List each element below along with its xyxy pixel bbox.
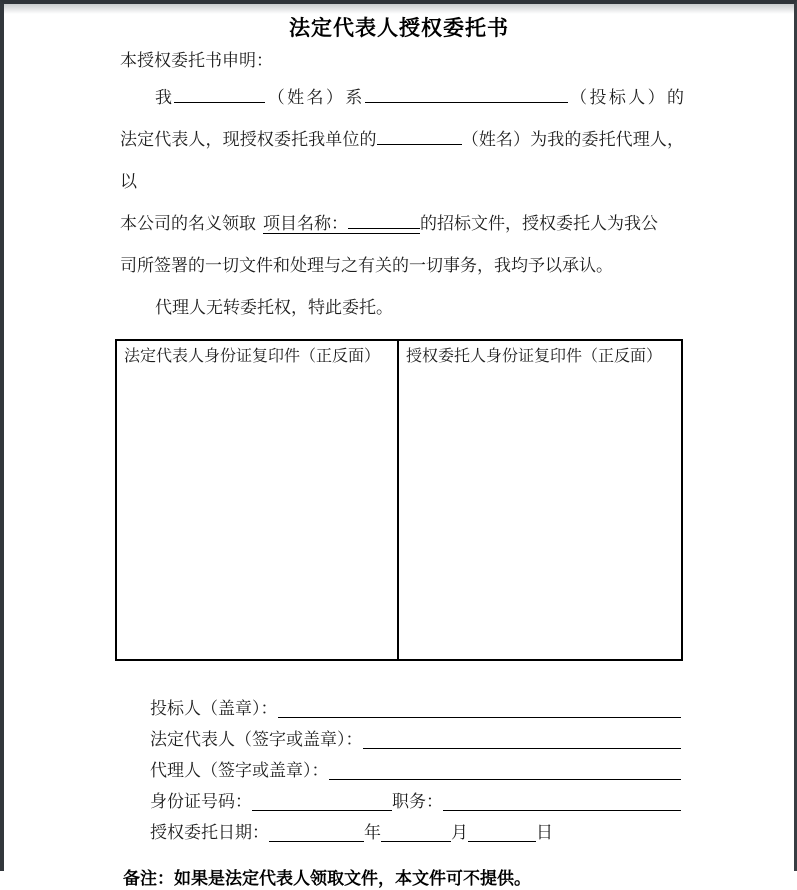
signature-row-legal-rep [150, 720, 681, 751]
body-text: 本公司的名义领取 [120, 214, 256, 233]
blank-legal-rep-name [174, 87, 265, 103]
signature-row-id-duty [150, 782, 681, 813]
body-text: 项目名称： [263, 214, 348, 233]
blank-agent-signature [329, 761, 682, 780]
body-paragraph [120, 77, 684, 329]
body-text: 代理人无转委托权，特此委托。 [155, 298, 393, 317]
body-line-5 [120, 287, 684, 329]
body-text: 的招标文件，授权委托人为我公 [420, 214, 658, 233]
legal-rep-sign-label: 法定代表人（签字或盖章）： [150, 730, 363, 749]
blank-legal-rep-signature [363, 730, 682, 749]
body-line-2 [120, 119, 684, 203]
footer-note: 备注：如果是法定代表人领取文件，本文件可不提供。 [123, 869, 531, 888]
body-text: 司所签署的一切文件和处理与之有关的一切事务，我均予以承认。 [120, 256, 613, 275]
bidder-seal-label: 投标人（盖章）： [150, 699, 278, 718]
id-copy-cell-legal-rep [117, 341, 399, 659]
month-label: 月 [451, 823, 468, 842]
blank-agent-name [377, 129, 462, 145]
blank-bidder-name [365, 87, 568, 103]
body-text: （姓名）系 [265, 88, 365, 107]
blank-bidder-seal [278, 699, 682, 718]
blank-duty [443, 792, 681, 811]
intro-line: 本授权委托书申明： [120, 51, 273, 70]
blank-year [269, 823, 364, 842]
agent-sign-label: 代理人（签字或盖章）： [150, 761, 329, 780]
blank-id-number [252, 792, 392, 811]
id-copy-cell-agent [399, 341, 681, 659]
id-copy-cell-label: 授权委托人身份证复印件（正反面） [406, 348, 663, 365]
signature-row-agent [150, 751, 681, 782]
project-name-field [263, 214, 420, 234]
year-label: 年 [364, 823, 381, 842]
body-text: 法定代表人，现授权委托我单位的 [120, 130, 377, 149]
body-line-1 [120, 77, 684, 119]
blank-day [468, 823, 536, 842]
date-label: 授权委托日期： [150, 823, 269, 842]
body-line-3 [120, 203, 684, 245]
document-title: 法定代表人授权委托书 [289, 16, 509, 40]
blank-month [381, 823, 451, 842]
blank-project-name [348, 213, 420, 229]
body-text: （姓名）为我的委托代理人，以 [120, 130, 685, 191]
id-copy-table [115, 339, 683, 661]
duty-label: 职务： [392, 792, 443, 811]
body-text: （投标人）的 [567, 88, 685, 107]
body-text: 我 [155, 88, 175, 107]
signature-row-bidder [150, 689, 681, 720]
signature-block [150, 689, 681, 844]
signature-row-date [150, 813, 681, 844]
body-line-4 [120, 245, 684, 287]
day-label: 日 [536, 823, 553, 842]
id-copy-cell-label: 法定代表人身份证复印件（正反面） [124, 348, 381, 365]
id-number-label: 身份证号码： [150, 792, 252, 811]
